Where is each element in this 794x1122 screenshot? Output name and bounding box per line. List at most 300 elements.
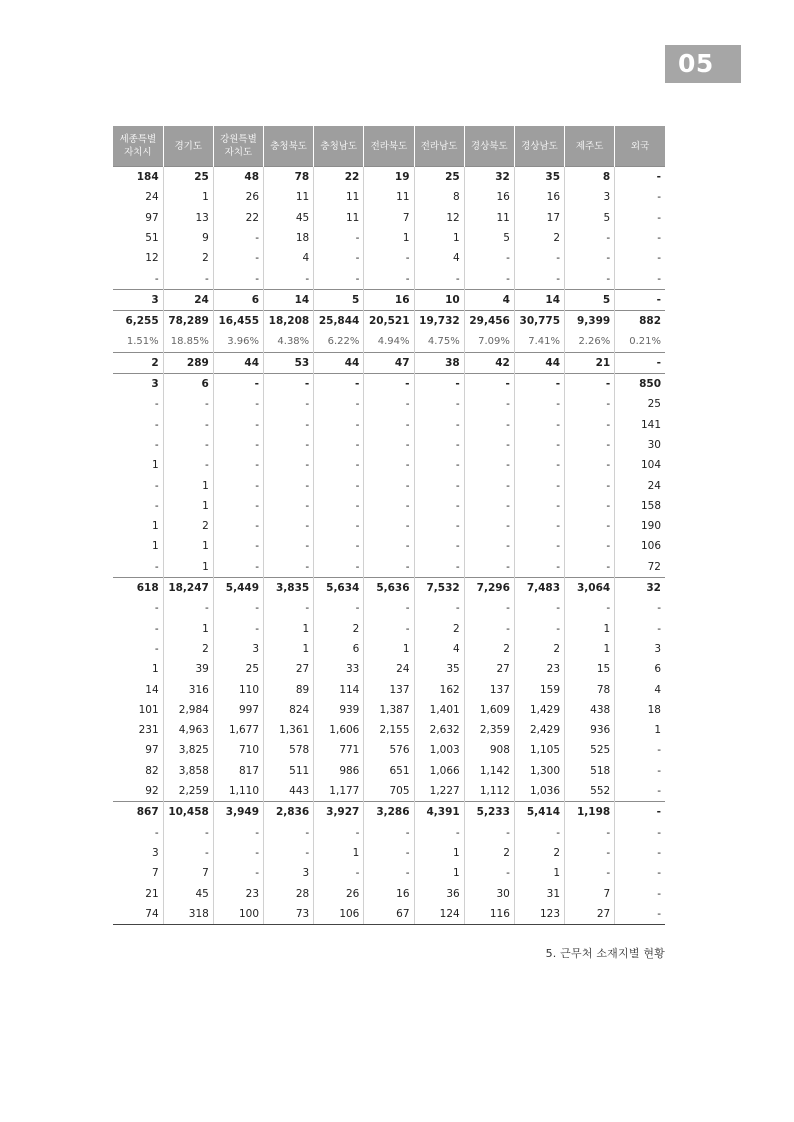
table-cell: -	[514, 516, 564, 536]
table-cell: -	[565, 248, 615, 268]
table-row	[113, 761, 665, 781]
table-body	[113, 167, 665, 925]
table-cell: -	[264, 843, 314, 863]
table-row	[113, 823, 665, 843]
table-cell: 3	[615, 639, 665, 659]
table-cell: 26	[314, 883, 364, 903]
table-cell: -	[464, 536, 514, 556]
table-cell: -	[314, 863, 364, 883]
table-cell: 2.26%	[565, 331, 615, 352]
table-cell: 11	[314, 187, 364, 207]
table-cell: 3,927	[314, 802, 364, 823]
column-header-line: 충청남도	[320, 140, 358, 152]
table-cell: -	[154, 398, 159, 411]
table-cell: 1	[414, 843, 464, 863]
table-row	[113, 720, 665, 740]
header-row	[113, 126, 665, 167]
table-cell: 2,155	[364, 720, 414, 740]
table-cell: 38	[414, 352, 464, 373]
table-cell: -	[163, 455, 213, 475]
table-row	[113, 536, 665, 556]
table-cell: -	[264, 536, 314, 556]
table-cell: 48	[213, 167, 263, 188]
table-cell: -	[514, 823, 564, 843]
table-cell: 47	[364, 352, 414, 373]
table-cell: -	[565, 536, 615, 556]
table-cell: -	[565, 598, 615, 618]
table-cell: 22	[314, 167, 364, 188]
table-cell: -	[314, 516, 364, 536]
table-cell: 7	[163, 863, 213, 883]
table-cell: -	[414, 598, 464, 618]
column-header	[464, 126, 514, 167]
column-header	[213, 126, 263, 167]
table-cell: -	[314, 248, 364, 268]
column-header	[163, 126, 213, 167]
table-cell: -	[154, 479, 159, 492]
table-cell: -	[565, 843, 615, 863]
table-cell: 986	[314, 761, 364, 781]
table-cell: -	[364, 415, 414, 435]
table-cell: 1	[514, 863, 564, 883]
table-cell: 22	[213, 208, 263, 228]
table-cell: 3,064	[565, 577, 615, 598]
table-cell: 5	[314, 289, 364, 310]
column-header	[414, 126, 464, 167]
table-cell: 18	[615, 700, 665, 720]
table-cell: 5	[464, 228, 514, 248]
table-cell: 2,429	[514, 720, 564, 740]
table-cell: 25	[213, 659, 263, 679]
table-cell: -	[565, 475, 615, 495]
table-cell: -	[213, 455, 263, 475]
table-cell: 16,455	[213, 311, 263, 332]
table-cell: 44	[514, 352, 564, 373]
table-cell: 7	[364, 208, 414, 228]
table-cell: -	[364, 373, 414, 394]
workplace-location-table	[113, 126, 665, 925]
column-header-line: 경상남도	[521, 140, 558, 152]
table-cell: 1	[364, 639, 414, 659]
table-cell: 159	[514, 679, 564, 699]
table-row	[113, 700, 665, 720]
table-cell: -	[364, 516, 414, 536]
table-row	[113, 228, 665, 248]
table-cell: 78	[565, 679, 615, 699]
table-cell: 705	[364, 781, 414, 802]
table-cell: 24	[145, 191, 159, 204]
table-cell: 1,300	[514, 761, 564, 781]
table-cell: -	[464, 496, 514, 516]
table-cell: -	[464, 823, 514, 843]
table-cell: 3	[113, 373, 163, 394]
table-cell: -	[364, 843, 414, 863]
table-cell: -	[464, 394, 514, 414]
table-cell: -	[264, 373, 314, 394]
table-cell: -	[213, 475, 263, 495]
table-row	[113, 659, 665, 679]
table-cell: 0.21%	[615, 331, 665, 352]
table-cell: -	[565, 268, 615, 289]
table-cell: 7,532	[414, 577, 464, 598]
table-cell: 5,449	[213, 577, 263, 598]
table-cell: 8	[565, 167, 615, 188]
table-cell: 3	[565, 187, 615, 207]
table-cell: 817	[213, 761, 263, 781]
column-header	[264, 126, 314, 167]
table-cell: -	[264, 598, 314, 618]
table-cell: 1	[264, 639, 314, 659]
table-cell: 1	[414, 228, 464, 248]
table-cell: 7	[151, 867, 159, 880]
column-header-line: 충청북도	[270, 140, 307, 152]
table-cell: 518	[565, 761, 615, 781]
table-cell: 23	[213, 883, 263, 903]
table-cell: -	[414, 516, 464, 536]
table-cell: 27	[464, 659, 514, 679]
table-cell: 45	[163, 883, 213, 903]
table-cell: 867	[113, 802, 163, 823]
table-cell: 100	[213, 904, 263, 925]
table-cell: 123	[514, 904, 564, 925]
table-cell: 2	[163, 516, 213, 536]
table-cell: 36	[414, 883, 464, 903]
table-cell: -	[163, 823, 213, 843]
table-cell: -	[314, 455, 364, 475]
table-cell: 5	[565, 289, 615, 310]
table-row	[113, 475, 665, 495]
table-cell: -	[464, 455, 514, 475]
table-cell: -	[464, 373, 514, 394]
table-cell: 21	[145, 887, 159, 900]
table-cell: 997	[213, 700, 263, 720]
table-cell: -	[364, 863, 414, 883]
table-cell: -	[364, 475, 414, 495]
table-cell: -	[364, 394, 414, 414]
table-cell: 2	[414, 619, 464, 639]
column-header	[514, 126, 564, 167]
table-cell: 10	[414, 289, 464, 310]
table-cell: 74	[113, 904, 163, 925]
table-cell: -	[414, 557, 464, 578]
table-cell: 4.94%	[364, 331, 414, 352]
table-cell: 106	[314, 904, 364, 925]
table-cell: 3	[264, 863, 314, 883]
table-cell: -	[213, 394, 263, 414]
table-cell: -	[615, 863, 665, 883]
column-header	[364, 126, 414, 167]
table-cell: -	[213, 619, 263, 639]
table-cell: 6,255	[113, 311, 163, 332]
table-cell: 7.41%	[514, 331, 564, 352]
table-cell: 28	[264, 883, 314, 903]
table-cell: 11	[464, 208, 514, 228]
table-cell: 7,483	[514, 577, 564, 598]
column-header	[113, 126, 163, 167]
table-cell: 42	[464, 352, 514, 373]
table-cell: 1	[364, 228, 414, 248]
page-caption: 5. 근무처 소재지별 현황	[545, 947, 665, 960]
table-cell: -	[364, 823, 414, 843]
table-cell: 97	[145, 744, 159, 757]
table-cell: -	[364, 455, 414, 475]
table-cell: 231	[138, 724, 159, 737]
table-cell: -	[154, 642, 159, 655]
table-cell: 137	[464, 679, 514, 699]
table-cell: -	[154, 602, 159, 615]
table-cell: 552	[565, 781, 615, 802]
table-cell: 2	[514, 639, 564, 659]
table-cell: -	[414, 268, 464, 289]
table-cell: 67	[364, 904, 414, 925]
column-header	[565, 126, 615, 167]
table-cell: -	[615, 883, 665, 903]
table-row	[113, 843, 665, 863]
table-cell: 511	[264, 761, 314, 781]
table-cell: 12	[414, 208, 464, 228]
table-cell: 184	[113, 167, 163, 188]
table-cell: 2,632	[414, 720, 464, 740]
table-cell: 3,858	[163, 761, 213, 781]
table-cell: -	[264, 455, 314, 475]
table-cell: 1,429	[514, 700, 564, 720]
table-cell: 4	[414, 639, 464, 659]
table-cell: -	[464, 863, 514, 883]
table-cell: -	[414, 475, 464, 495]
table-cell: 16	[514, 187, 564, 207]
table-cell: 1	[151, 540, 159, 553]
table-cell: -	[364, 435, 414, 455]
table-cell: 2	[464, 639, 514, 659]
table-cell: -	[615, 740, 665, 760]
table-cell: 1	[565, 619, 615, 639]
table-cell: -	[264, 557, 314, 578]
table-cell: -	[565, 455, 615, 475]
table-cell: -	[414, 536, 464, 556]
table-cell: 882	[615, 311, 665, 332]
table-cell: 158	[615, 496, 665, 516]
table-cell: -	[565, 373, 615, 394]
table-cell: -	[213, 823, 263, 843]
table-cell: -	[213, 557, 263, 578]
table-cell: 7.09%	[464, 331, 514, 352]
table-cell: 578	[264, 740, 314, 760]
table-cell: 3	[213, 639, 263, 659]
table-cell: -	[314, 268, 364, 289]
table-cell: -	[514, 475, 564, 495]
table-cell: -	[163, 394, 213, 414]
table-cell: 25	[163, 167, 213, 188]
table-cell: 27	[264, 659, 314, 679]
table-cell: 16	[464, 187, 514, 207]
table-cell: -	[264, 516, 314, 536]
table-row	[113, 435, 665, 455]
table-cell: -	[364, 248, 414, 268]
table-cell: -	[154, 418, 159, 431]
table-cell: 72	[615, 557, 665, 578]
table-cell: 5,636	[364, 577, 414, 598]
table-cell: -	[565, 823, 615, 843]
table-cell: 9	[163, 228, 213, 248]
table-cell: -	[514, 373, 564, 394]
table-cell: 19,732	[414, 311, 464, 332]
table-row	[113, 883, 665, 903]
table-cell: 137	[364, 679, 414, 699]
table-cell: 104	[615, 455, 665, 475]
table-cell: -	[163, 598, 213, 618]
table-cell: 162	[414, 679, 464, 699]
table-cell: 4,963	[163, 720, 213, 740]
table-cell: 4,391	[414, 802, 464, 823]
table-cell: -	[163, 415, 213, 435]
table-cell: -	[213, 228, 263, 248]
table-cell: 5,233	[464, 802, 514, 823]
table-cell: -	[615, 619, 665, 639]
table-cell: -	[213, 435, 263, 455]
table-cell: -	[464, 475, 514, 495]
table-cell: -	[464, 598, 514, 618]
table-cell: -	[565, 557, 615, 578]
table-cell: -	[514, 435, 564, 455]
table-cell: -	[464, 435, 514, 455]
table-cell: -	[615, 248, 665, 268]
table-cell: -	[163, 435, 213, 455]
table-cell: 11	[264, 187, 314, 207]
table-cell: -	[414, 435, 464, 455]
table-cell: 23	[514, 659, 564, 679]
table-cell: -	[565, 228, 615, 248]
column-header	[615, 126, 665, 167]
table-cell: 44	[213, 352, 263, 373]
table-cell: 1	[163, 475, 213, 495]
table-cell: -	[213, 268, 263, 289]
table-cell: -	[464, 619, 514, 639]
table-cell: 78,289	[163, 311, 213, 332]
table-cell: -	[163, 843, 213, 863]
table-cell: -	[213, 863, 263, 883]
table-cell: 1,401	[414, 700, 464, 720]
table-cell: 45	[264, 208, 314, 228]
table-cell: 2,259	[163, 781, 213, 802]
table-row	[113, 516, 665, 536]
table-cell: -	[364, 619, 414, 639]
table-cell: 1,036	[514, 781, 564, 802]
table-cell: 18,247	[163, 577, 213, 598]
table-row	[113, 904, 665, 925]
table-cell: 1.51%	[126, 336, 159, 348]
table-cell: -	[154, 826, 159, 839]
table-cell: 15	[565, 659, 615, 679]
table-cell: 1,003	[414, 740, 464, 760]
table-cell: 4	[615, 679, 665, 699]
table-row	[113, 167, 665, 188]
table-cell: 1,105	[514, 740, 564, 760]
table-cell: 6	[163, 373, 213, 394]
table-cell: 19	[364, 167, 414, 188]
table-row	[113, 619, 665, 639]
table-cell: 1,677	[213, 720, 263, 740]
table-cell: -	[414, 373, 464, 394]
table-cell: 1	[163, 496, 213, 516]
table-cell: 1,606	[314, 720, 364, 740]
table-cell: 939	[314, 700, 364, 720]
table-cell: 116	[464, 904, 514, 925]
table-cell: 3	[151, 846, 159, 859]
table-cell: 35	[414, 659, 464, 679]
table-cell: 30,775	[514, 311, 564, 332]
table-cell: -	[154, 560, 159, 573]
table-cell: 710	[213, 740, 263, 760]
table-cell: 16	[364, 289, 414, 310]
table-cell: 13	[163, 208, 213, 228]
table-cell: -	[514, 248, 564, 268]
table-cell: -	[264, 394, 314, 414]
table-cell: 4	[414, 248, 464, 268]
table-cell: -	[264, 268, 314, 289]
table-cell: -	[314, 394, 364, 414]
column-header-line: 외국	[630, 140, 650, 152]
table-cell: -	[464, 248, 514, 268]
table-cell: 1,387	[364, 700, 414, 720]
table-cell: -	[364, 268, 414, 289]
table-cell: 651	[364, 761, 414, 781]
table-cell: 6	[314, 639, 364, 659]
table-cell: -	[464, 516, 514, 536]
table-cell: 31	[514, 883, 564, 903]
table-row	[113, 415, 665, 435]
column-header-line: 세종특별	[119, 134, 157, 145]
table-cell: 1	[314, 843, 364, 863]
table-cell: -	[464, 557, 514, 578]
table-cell: 27	[565, 904, 615, 925]
table-cell: 30	[615, 435, 665, 455]
table-cell: 3,286	[364, 802, 414, 823]
table-cell: 33	[314, 659, 364, 679]
table-cell: 316	[163, 679, 213, 699]
table-cell: -	[154, 439, 159, 451]
table-cell: -	[314, 415, 364, 435]
table-row	[113, 863, 665, 883]
table-cell: 39	[163, 659, 213, 679]
table-cell: 18	[264, 228, 314, 248]
table-cell: 289	[163, 352, 213, 373]
table-cell: 24	[163, 289, 213, 310]
table-row	[113, 289, 665, 310]
table-row	[113, 455, 665, 475]
table-cell: 114	[314, 679, 364, 699]
table-cell: 73	[264, 904, 314, 925]
table-cell: 1,066	[414, 761, 464, 781]
table-cell: 32	[615, 577, 665, 598]
table-row	[113, 248, 665, 268]
table-cell: 936	[565, 720, 615, 740]
table-cell: -	[364, 496, 414, 516]
table-cell: -	[514, 268, 564, 289]
table-cell: 2,359	[464, 720, 514, 740]
table-cell: -	[154, 622, 159, 635]
table-cell: 51	[145, 232, 159, 245]
table-cell: 1,361	[264, 720, 314, 740]
table-cell: -	[314, 598, 364, 618]
table-cell: 1	[163, 187, 213, 207]
table-cell: 850	[615, 373, 665, 394]
table-row	[113, 557, 665, 578]
table-cell: 9,399	[565, 311, 615, 332]
table-row	[113, 268, 665, 289]
table-row	[113, 331, 665, 352]
table-cell: 1	[163, 536, 213, 556]
table-cell: -	[364, 598, 414, 618]
